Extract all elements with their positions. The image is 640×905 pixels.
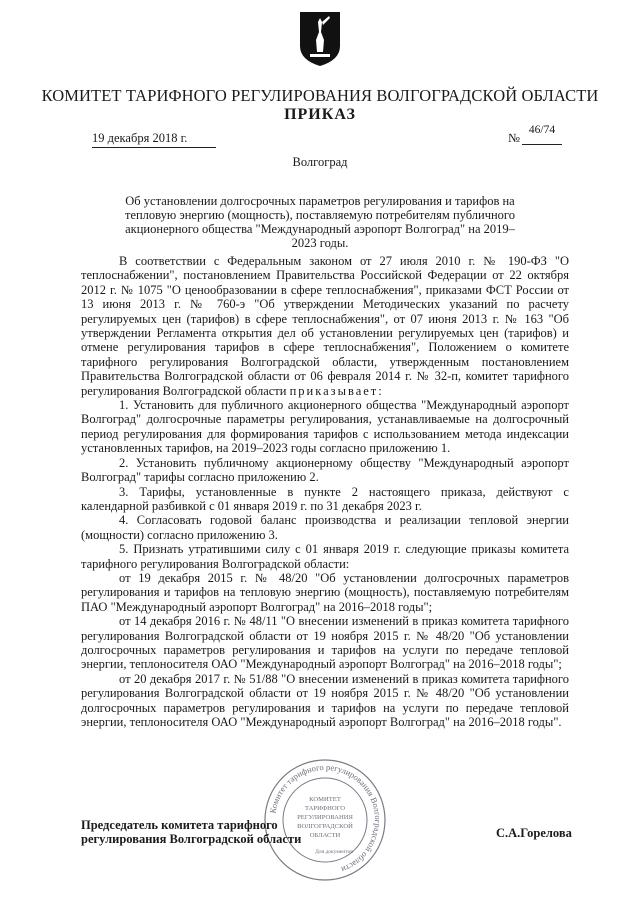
item-1: 1. Установить для публичного акционерного общества "Международный аэропорт Волгоград" долгосрочные параметры регулирования, устанавливаемые на долгосрочный период регулирования для формирования тарифов с использованием метода индексации установленных тарифов, на 2019–2023 годы согласно приложению 1. [81, 398, 569, 456]
order-subject: Об установлении долгосрочных параметров регулирования и тарифов на тепловую энергию (мощность), поставляемую потребителям публичного акционерного общества "Международный аэропорт Волгоград" на 2019–2023 годы. [124, 194, 515, 250]
number-label: № [508, 131, 520, 145]
city: Волгоград [292, 155, 348, 169]
signatory-position-line-2: регулирования Волгоградской области [81, 832, 302, 846]
order-body [81, 254, 569, 729]
stamp-center-line-2: ТАРИФНОГО [304, 805, 346, 812]
stamp-center-line-3: РЕГУЛИРОВАНИЯ [297, 814, 353, 821]
preamble-text: В соответствии с Федеральным законом от 27 июля 2010 г. № 190-ФЗ "О теплоснабжении", постановлением Правительства Российской Федерации от 22 октября 2012 г. № 1075 "О ценообразовании в сфере теплоснабжения", приказами ФСТ России от 13 июня 2013 г. № 760-э "Об утверждении Методических указаний по расчету регулируемых цен (тарифов) в сфере теплоснабжения", от 07 июня 2013 г. № 163 "Об утверждении Регламента открытия дел об установлении регулируемых цен (тарифов) и отмене регулирования тарифов в сфере теплоснабжения", Положением о комитете тарифного регулирования Волгоградской области, утвержденным постановлением Правительства Волгоградской области от 06 февраля 2014 г. № 32-п, комитет тарифного регулирования Волгоградской области [81, 254, 569, 398]
revoked-order-2: от 14 декабря 2016 г. № 48/11 "О внесении изменений в приказ комитета тарифного регулирования Волгоградской области от 19 ноября 2015 г. № 48/20 "Об установлении долгосрочных параметров регулирования и тарифов на услуги по передаче тепловой энергии, теплоносителя ОАО "Международный аэропорт Волгоград" на 2016–2018 годы"; [81, 614, 569, 672]
preamble-decree-word: приказывает: [289, 383, 384, 398]
stamp-bottom-text: Для документов [315, 849, 353, 855]
order-date: 19 декабря 2018 г. [92, 131, 216, 148]
document-title: ПРИКАЗ [284, 106, 356, 123]
committee-name: КОМИТЕТ ТАРИФНОГО РЕГУЛИРОВАНИЯ ВОЛГОГРАДСКОЙ ОБЛАСТИ [41, 86, 599, 105]
coat-of-arms-emblem [298, 10, 342, 68]
stamp-center-line-4: ВОЛГОГРАДСКОЙ [297, 823, 353, 830]
signatory-position [81, 818, 301, 846]
order-number: 46/74 [522, 124, 562, 145]
stamp-center-line-5: ОБЛАСТИ [309, 832, 341, 839]
signatory-position-line-1: Председатель комитета тарифного [81, 818, 278, 832]
revoked-order-3: от 20 декабря 2017 г. № 51/88 "О внесении изменений в приказ комитета тарифного регулирования Волгоградской области от 19 ноября 2015 г. № 48/20 "Об установлении долгосрочных параметров регулирования и тарифов на услуги по передаче тепловой энергии, теплоносителя ОАО "Международный аэропорт Волгоград" на 2016–2018 годы". [81, 671, 569, 729]
signatory-name: С.А.Горелова [496, 826, 572, 840]
item-4: 4. Согласовать годовой баланс производства и реализации тепловой энергии (мощности) согласно приложению 3. [81, 513, 569, 542]
revoked-order-1: от 19 декабря 2015 г. № 48/20 "Об установлении долгосрочных параметров регулирования и тарифов на тепловую энергию (мощность), поставляемую потребителям ПАО "Международный аэропорт Волгоград" на 2016–2018 годы"; [81, 570, 569, 614]
item-3: 3. Тарифы, установленные в пункте 2 настоящего приказа, действуют с календарной разбивкой с 01 января 2019 г. по 31 декабря 2023 г. [81, 484, 569, 513]
stamp-ring-text: Комитет тарифного регулирования Волгоградской области [267, 761, 384, 875]
stamp-center-line-1: КОМИТЕТ [309, 796, 341, 803]
preamble-paragraph [81, 254, 569, 398]
item-5: 5. Признать утратившими силу с 01 января 2019 г. следующие приказы комитета тарифного регулирования Волгоградской области: [81, 542, 569, 571]
item-2: 2. Установить публичному акционерному обществу "Международный аэропорт Волгоград" тарифы согласно приложению 2. [81, 455, 569, 485]
